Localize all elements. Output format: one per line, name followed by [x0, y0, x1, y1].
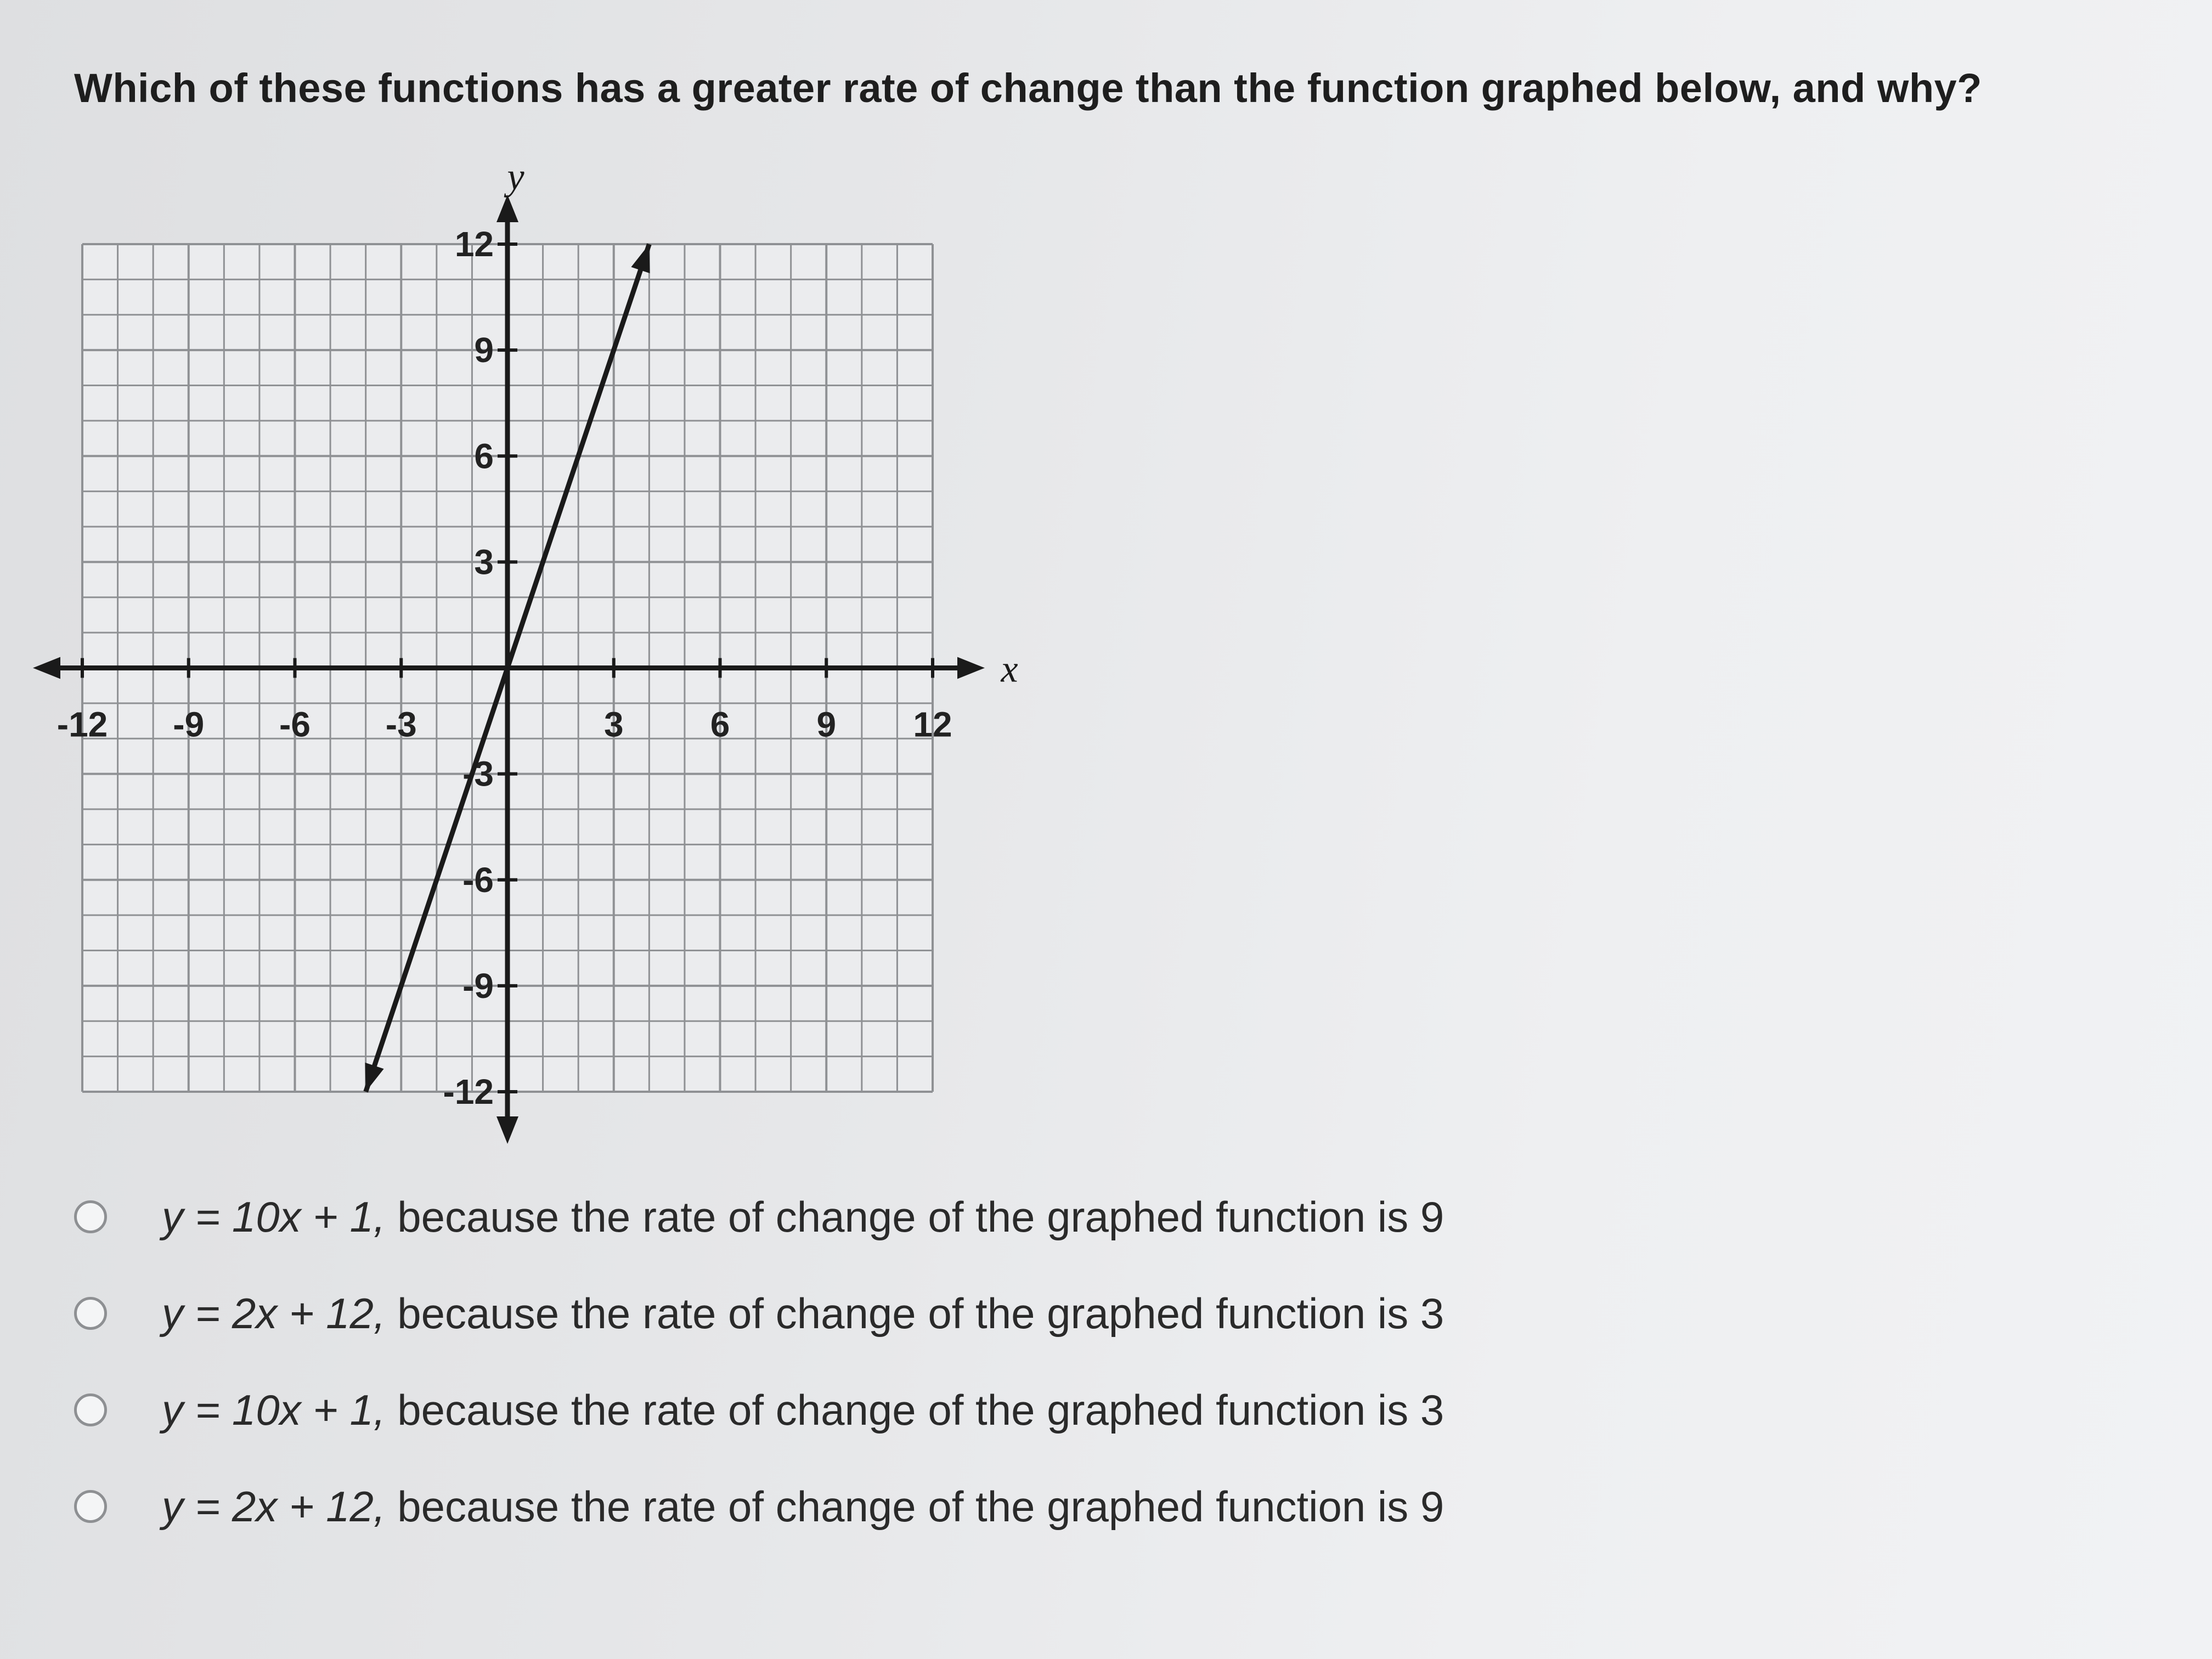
answer-options — [74, 1169, 1720, 1555]
option-equation: y = 10x + 1, — [162, 1192, 386, 1241]
option-reason: because the rate of change of the graphed function is 9 — [385, 1482, 1444, 1531]
x-tick-label: -3 — [385, 704, 417, 744]
function-graph — [44, 156, 1018, 1136]
y-tick-label: 3 — [474, 542, 494, 582]
option-equation: y = 10x + 1, — [162, 1385, 386, 1434]
answer-option-1[interactable] — [74, 1169, 1720, 1265]
radio-button-1[interactable] — [74, 1200, 107, 1233]
answer-option-label — [162, 1192, 1444, 1242]
y-axis-arrow-down — [496, 1116, 518, 1144]
radio-button-4[interactable] — [74, 1490, 107, 1523]
x-tick-label: 12 — [913, 704, 952, 744]
y-axis-arrow-up — [496, 195, 518, 222]
option-equation: y = 2x + 12, — [162, 1482, 386, 1531]
x-axis-arrow-left — [33, 657, 60, 679]
y-tick-label: 6 — [474, 436, 494, 476]
graph-svg — [44, 156, 1018, 1136]
x-tick-label: -12 — [57, 704, 108, 744]
x-axis-label: x — [1001, 648, 1018, 691]
y-tick-label: -12 — [443, 1072, 494, 1111]
y-tick-label: -6 — [462, 860, 494, 900]
answer-option-3[interactable] — [74, 1362, 1720, 1458]
option-reason: because the rate of change of the graphed function is 3 — [385, 1289, 1444, 1338]
radio-button-3[interactable] — [74, 1393, 107, 1426]
x-tick-label: -6 — [279, 704, 311, 744]
y-axis-label: y — [507, 156, 524, 198]
x-tick-label: 6 — [710, 704, 730, 744]
y-tick-label: 12 — [454, 224, 494, 264]
x-tick-label: -9 — [173, 704, 205, 744]
x-axis-arrow-right — [957, 657, 985, 679]
x-tick-label: 9 — [816, 704, 837, 744]
option-equation: y = 2x + 12, — [162, 1289, 386, 1338]
answer-option-label — [162, 1482, 1444, 1532]
radio-button-2[interactable] — [74, 1297, 107, 1330]
answer-option-label — [162, 1289, 1444, 1339]
y-tick-label: -3 — [462, 754, 494, 794]
answer-option-label — [162, 1385, 1444, 1435]
answer-option-4[interactable] — [74, 1458, 1720, 1555]
question-text: Which of these functions has a greater rate of change than the function graphed below, and why? — [74, 65, 1982, 111]
x-tick-label: 3 — [603, 704, 624, 744]
answer-option-2[interactable] — [74, 1265, 1720, 1362]
y-tick-label: -9 — [462, 966, 494, 1006]
y-tick-label: 9 — [474, 330, 494, 370]
option-reason: because the rate of change of the graphed function is 9 — [385, 1192, 1444, 1241]
option-reason: because the rate of change of the graphed function is 3 — [385, 1385, 1444, 1434]
